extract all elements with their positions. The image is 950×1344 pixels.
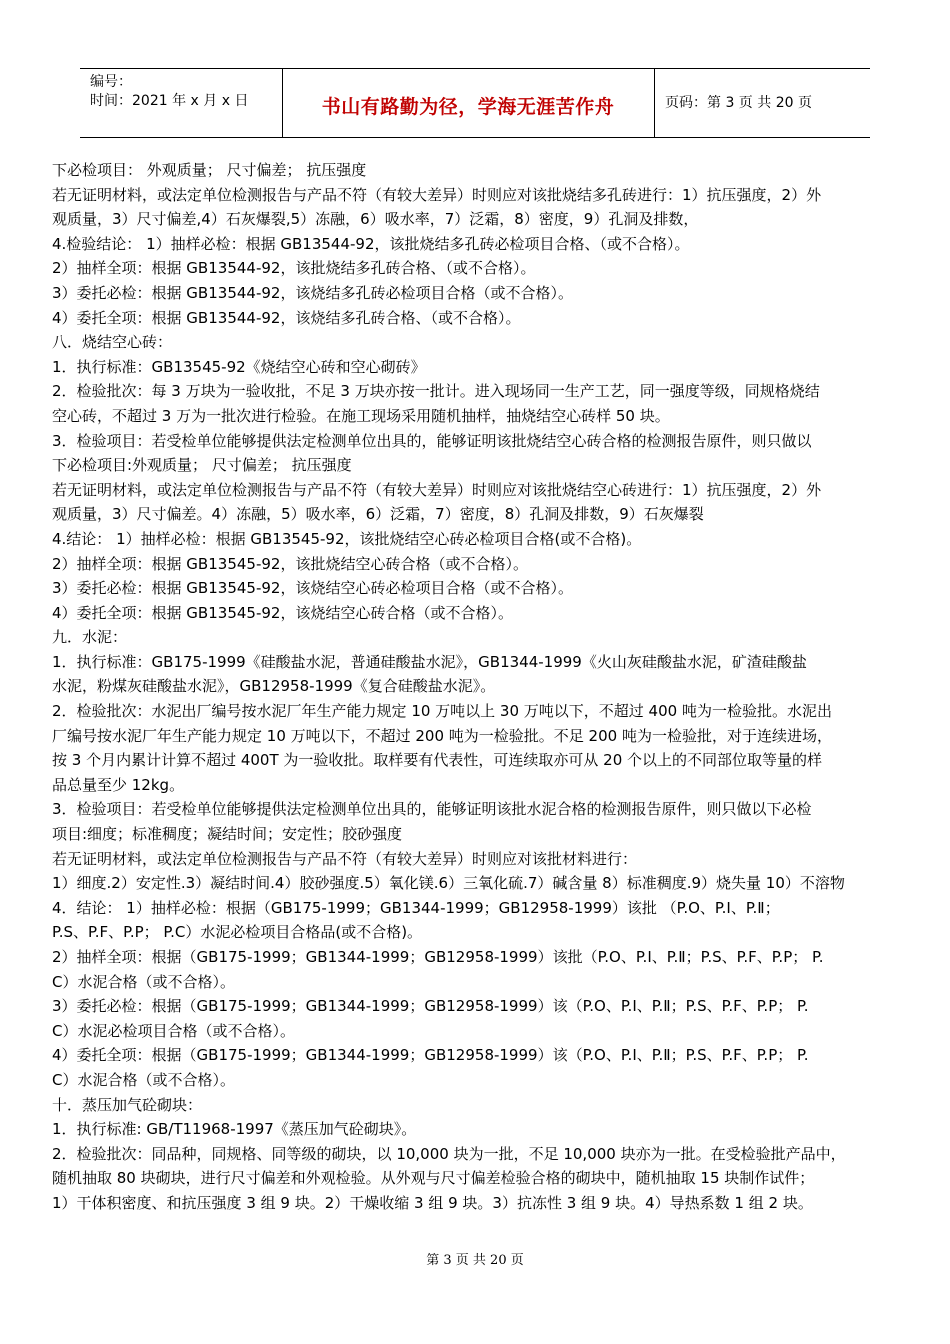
body-text-line: 2．检验批次：每 3 万块为一验收批，不足 3 万块亦按一批计。进入现场同一生产工艺，同一强度等级，同规格烧结 [52, 382, 820, 401]
body-text-line: 4.结论： 1）抽样必检：根据 GB13545-92，该批烧结空心砖必检项目合格(或不合格)。 [52, 529, 642, 548]
body-text-line: 1．执行标准：GB13545-92《烧结空心砖和空心砌砖》 [52, 357, 426, 376]
body-text-line: 1）细度.2）安定性.3）凝结时间.4）胶砂强度.5）氧化镁.6）三氧化硫.7）碱含量 8）标准稠度.9）烧失量 10）不溶物 [52, 874, 845, 893]
page-header [80, 68, 870, 138]
body-text-line: 1．执行标准：GB175-1999《硅酸盐水泥，普通硅酸盐水泥》，GB1344-1999《火山灰硅酸盐水泥，矿渣硅酸盐 [52, 652, 807, 671]
header-motto-cell [282, 69, 655, 137]
page-footer: 第 3 页 共 20 页 [426, 1253, 524, 1268]
body-text-line: 水泥，粉煤灰硅酸盐水泥》，GB12958-1999《复合硅酸盐水泥》。 [52, 677, 496, 696]
body-text-line: 随机抽取 80 块砌块，进行尺寸偏差和外观检验。从外观与尺寸偏差检验合格的砌块中，随机抽取 15 块制作试件； [52, 1169, 815, 1188]
body-text-line: 八．烧结空心砖： [52, 333, 173, 352]
body-text-line: 九．水泥： [52, 628, 128, 647]
body-text-line: 按 3 个月内累计计算不超过 400T 为一验收批。取样要有代表性，可连续取亦可从 20 个以上的不同部位取等量的样 [52, 751, 823, 770]
body-text-line: P.S、P.F、P.P； P.C）水泥必检项目合格品(或不合格)。 [52, 923, 423, 942]
body-text-line: 4）委托全项：根据 GB13544-92，该烧结多孔砖合格、（或不合格）。 [52, 308, 521, 327]
body-text-line: 观质量，3）尺寸偏差,4）石灰爆裂,5）冻融，6）吸水率，7）泛霜，8）密度，9）孔洞及排数， [52, 210, 699, 229]
body-text-line: 若无证明材料，或法定单位检测报告与产品不符（有较大差异）时则应对该批烧结空心砖进行：1）抗压强度，2）外 [52, 480, 822, 499]
body-text-line: 下必检项目： 外观质量； 尺寸偏差； 抗压强度 [52, 161, 367, 179]
body-text-line: 2．检验批次：同品种，同规格、同等级的砌块，以 10,000 块为一批，不足 10,000 块亦为一批。在受检验批产品中， [52, 1144, 846, 1163]
body-text-line: 3）委托必检：根据（GB175-1999；GB1344-1999；GB12958-1999）该（P.O、P.I、P.Ⅱ；P.S、P.F、P.P； P. [52, 997, 809, 1016]
body-text-line: 2．检验批次：水泥出厂编号按水泥厂年生产能力规定 10 万吨以上 30 万吨以下，不超过 400 吨为一检验批。水泥出 [52, 702, 832, 721]
body-text-line: 4）委托全项：根据 GB13545-92，该烧结空心砖合格（或不合格）。 [52, 603, 513, 622]
body-text-line: 3．检验项目：若受检单位能够提供法定检测单位出具的，能够证明该批烧结空心砖合格的检测报告原件，则只做以 [52, 431, 812, 450]
body-text-line: 若无证明材料，或法定单位检测报告与产品不符（有较大差异）时则应对该批材料进行： [52, 849, 638, 868]
body-text-line: 1．执行标准: GB/T11968-1997《蒸压加气砼砌块》。 [52, 1120, 417, 1139]
body-text-line: 项目:细度；标准稠度；凝结时间；安定性；胶砂强度 [52, 825, 403, 844]
body-text-line: 4.检验结论： 1）抽样必检：根据 GB13544-92，该批烧结多孔砖必检项目合格、（或不合格）。 [52, 234, 690, 253]
body-text-line: 4）委托全项：根据（GB175-1999；GB1344-1999；GB12958-1999）该（P.O、P.I、P.Ⅱ；P.S、P.F、P.P； P. [52, 1046, 809, 1065]
body-text-line: 空心砖，不超过 3 万为一批次进行检验。在施工现场采用随机抽样，抽烧结空心砖样 50 块。 [52, 406, 670, 425]
body-text-line: C）水泥必检项目合格（或不合格）。 [52, 1021, 295, 1040]
body-text-line: 3．检验项目：若受检单位能够提供法定检测单位出具的，能够证明该批水泥合格的检测报告原件，则只做以下必检 [52, 800, 812, 819]
body-text-line: 2）抽样全项：根据（GB175-1999；GB1344-1999；GB12958-1999）该批（P.O、P.I、P.Ⅱ；P.S、P.F、P.P； P. [52, 948, 824, 966]
document-number-label: 编号： [90, 74, 132, 90]
body-text-line: 4．结论： 1）抽样必检：根据（GB175-1999；GB1344-1999；GB12958-1999）该批 （P.O、P.I、P.Ⅱ； [52, 898, 780, 917]
body-text-line: C）水泥合格（或不合格）。 [52, 972, 235, 991]
header-meta-cell [80, 69, 283, 137]
body-text-line: 下必检项目:外观质量； 尺寸偏差； 抗压强度 [52, 456, 352, 475]
header-page-number: 页码：第 3 页 共 20 页 [665, 95, 812, 111]
document-body [52, 158, 918, 1216]
body-text-line: C）水泥合格（或不合格）。 [52, 1070, 235, 1089]
body-text-line: 2）抽样全项：根据 GB13545-92，该批烧结空心砖合格（或不合格）。 [52, 554, 528, 573]
body-text-line: 品总量至少 12kg。 [52, 775, 185, 794]
document-date: 时间：2021 年 x 月 x 日 [90, 93, 249, 109]
body-text-line: 若无证明材料，或法定单位检测报告与产品不符（有较大差异）时则应对该批烧结多孔砖进行：1）抗压强度，2）外 [52, 185, 822, 204]
body-text-line: 厂编号按水泥厂年生产能力规定 10 万吨以下，不超过 200 吨为一检验批。不足 200 吨为一检验批，对于连续进场， [52, 726, 832, 745]
body-text-line: 十．蒸压加气砼砌块： [52, 1095, 203, 1114]
body-text-line: 3）委托必检：根据 GB13545-92，该烧结空心砖必检项目合格（或不合格）。 [52, 579, 573, 598]
body-text-line: 观质量，3）尺寸偏差。4）冻融，5）吸水率，6）泛霜，7）密度，8）孔洞及排数，9）石灰爆裂 [52, 505, 704, 524]
header-page-cell [655, 69, 870, 137]
body-text-line: 1）干体积密度、和抗压强度 3 组 9 块。2）干燥收缩 3 组 9 块。3）抗冻性 3 组 9 块。4）导热系数 1 组 2 块。 [52, 1193, 813, 1212]
body-text-line: 3）委托必检：根据 GB13544-92，该烧结多孔砖必检项目合格（或不合格）。 [52, 283, 573, 302]
body-text-line: 2）抽样全项：根据 GB13544-92，该批烧结多孔砖合格、（或不合格）。 [52, 259, 536, 278]
header-motto: 书山有路勤为径，学海无涯苦作舟 [321, 96, 615, 118]
